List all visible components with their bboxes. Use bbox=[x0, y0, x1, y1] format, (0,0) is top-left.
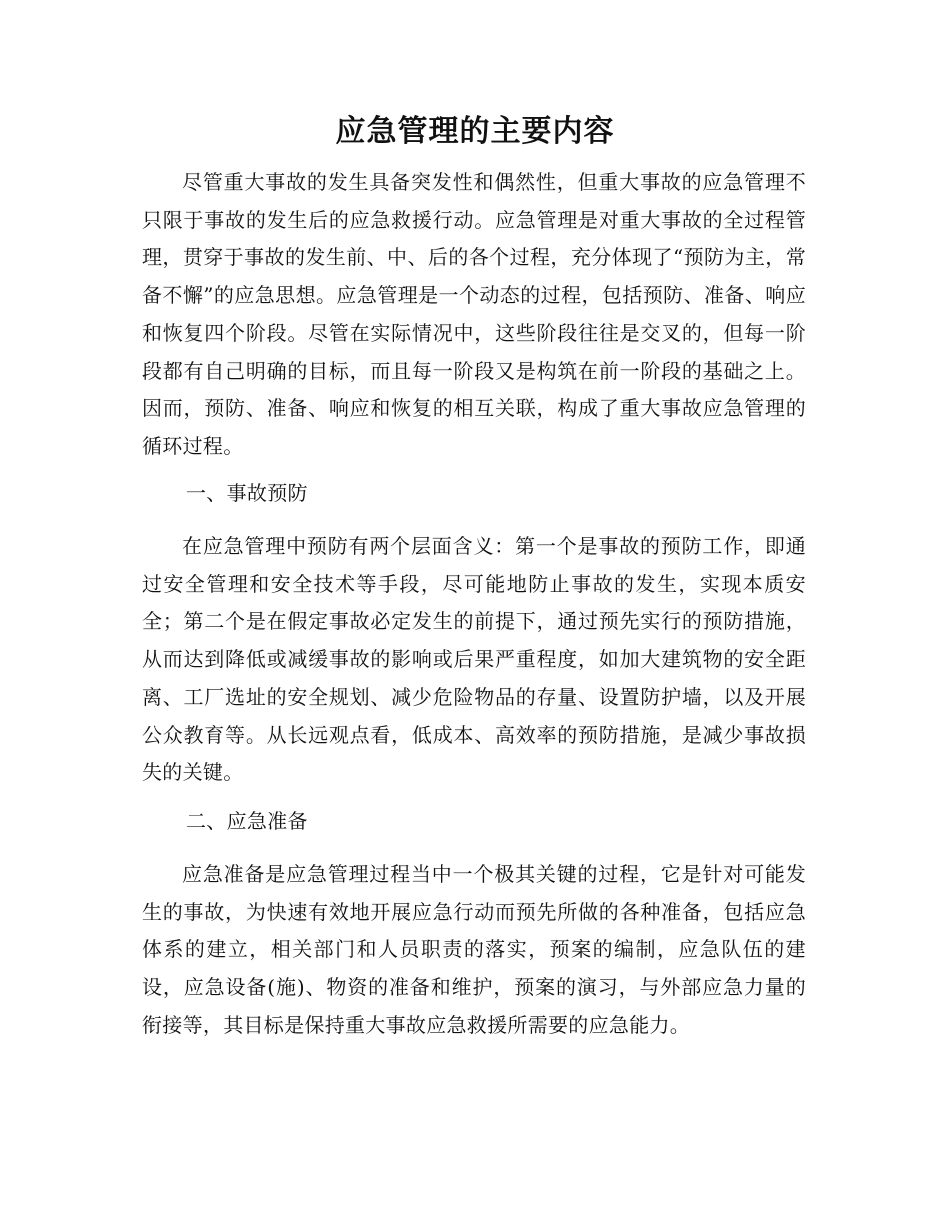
intro-paragraph: 尽管重大事故的发生具备突发性和偶然性，但重大事故的应急管理不只限于事故的发生后的应急救援行动。应急管理是对重大事故的全过程管理，贯穿于事故的发生前、中、后的各个过程，充分体现了“预防为主，常备不懈”的应急思想。应急管理是一个动态的过程，包括预防、准备、响应和恢复四个阶段。尽管在实际情况中，这些阶段往往是交叉的，但每一阶段都有自己明确的目标，而且每一阶段又是构筑在前一阶段的基础之上。因而，预防、准备、响应和恢复的相互关联，构成了重大事故应急管理的循环过程。 bbox=[142, 170, 806, 458]
section-heading-accident-prevention: 一、事故预防 bbox=[186, 481, 308, 505]
section-heading-emergency-preparedness: 二、应急准备 bbox=[186, 809, 308, 833]
page-title: 应急管理的主要内容 bbox=[335, 114, 615, 149]
section-body-emergency-preparedness: 应急准备是应急管理过程当中一个极其关键的过程，它是针对可能发生的事故，为快速有效地开展应急行动而预先所做的各种准备，包括应急体系的建立，相关部门和人员职责的落实，预案的编制，应急队伍的建设，应急设备(施)、物资的准备和维护，预案的演习，与外部应急力量的衔接等，其目标是保持重大事故应急救援所需要的应急能力。 bbox=[142, 862, 806, 1037]
section-body-accident-prevention: 在应急管理中预防有两个层面含义：第一个是事故的预防工作，即通过安全管理和安全技术等手段，尽可能地防止事故的发生，实现本质安全；第二个是在假定事故必定发生的前提下，通过预先实行的预防措施，从而达到降低或减缓事故的影响或后果严重程度，如加大建筑物的安全距离、工厂选址的安全规划、减少危险物品的存量、设置防护墙，以及开展公众教育等。从长远观点看，低成本、高效率的预防措施，是减少事故损失的关键。 bbox=[142, 534, 806, 785]
